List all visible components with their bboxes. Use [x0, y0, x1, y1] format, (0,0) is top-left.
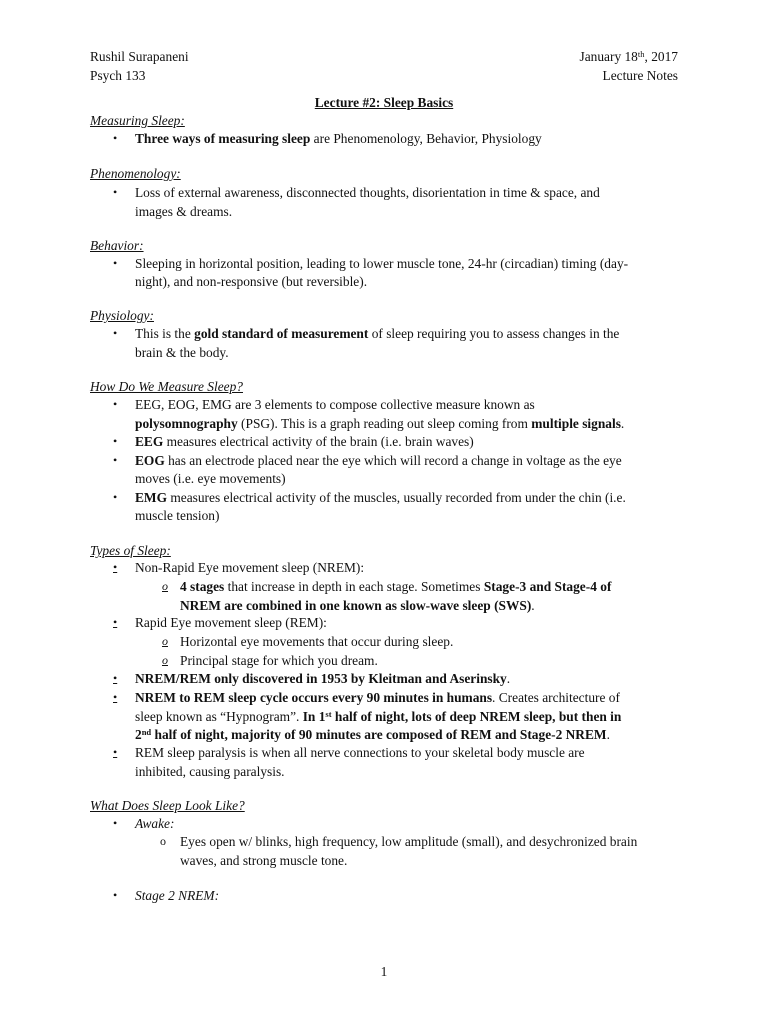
bullet-dot: •: [113, 131, 118, 145]
list-item: Awake:: [135, 816, 175, 831]
header-left: [90, 47, 189, 85]
list-item: EMG measures electrical activity of the muscles, usually recorded from under the chin (i.e.: [135, 490, 626, 505]
section-heading-how: How Do We Measure Sleep?: [90, 379, 243, 394]
author-name: Rushil Surapaneni: [90, 49, 189, 64]
list-item: Sleeping in horizontal position, leading to lower muscle tone, 24-hr (circadian) timing (day-: [135, 256, 629, 271]
bullet-dot: •: [113, 745, 118, 759]
list-item-continuation: 2nd half of night, majority of 90 minutes are composed of REM and Stage-2 NREM.: [135, 727, 610, 742]
list-item-continuation: inhibited, causing paralysis.: [135, 764, 285, 779]
bullet-dot: •: [113, 434, 118, 448]
list-item: EOG has an electrode placed near the eye which will record a change in voltage as the eye: [135, 453, 622, 468]
list-item: Stage 2 NREM:: [135, 888, 220, 903]
lecture-date: January 18th, 2017: [579, 49, 678, 64]
sub-bullet: o: [160, 834, 166, 848]
section-heading-physiology: Physiology:: [90, 308, 154, 323]
list-item-continuation: moves (i.e. eye movements): [135, 471, 286, 486]
list-item-continuation: polysomnography (PSG). This is a graph reading out sleep coming from multiple signals.: [135, 416, 625, 431]
list-item: Rapid Eye movement sleep (REM):: [135, 615, 327, 630]
list-item: Three ways of measuring sleep are Phenomenology, Behavior, Physiology: [135, 131, 542, 146]
list-item-continuation: muscle tension): [135, 508, 220, 523]
list-item: NREM/REM only discovered in 1953 by Kleitman and Aserinsky.: [135, 671, 511, 686]
list-item: This is the gold standard of measurement of sleep requiring you to assess changes in the: [135, 326, 620, 341]
section-heading-look: What Does Sleep Look Like?: [90, 798, 245, 813]
bullet-dot: •: [113, 560, 118, 574]
bullet-dot: •: [113, 397, 118, 411]
list-item-continuation: images & dreams.: [135, 204, 233, 219]
sub-bullet: o: [162, 653, 168, 667]
sub-list-item: Eyes open w/ blinks, high frequency, low amplitude (small), and desychronized brain: [180, 834, 638, 849]
sub-bullet: o: [162, 634, 168, 648]
bullet-dot: •: [113, 256, 118, 270]
section-heading-types: Types of Sleep:: [90, 543, 171, 558]
course-name: Psych 133: [90, 68, 146, 83]
list-item-continuation: brain & the body.: [135, 345, 229, 360]
sub-list-item: Principal stage for which you dream.: [180, 653, 378, 668]
bullet-dot: •: [113, 671, 118, 685]
bullet-dot: •: [113, 615, 118, 629]
list-item: REM sleep paralysis is when all nerve connections to your skeletal body muscle are: [135, 745, 585, 760]
list-item: Non-Rapid Eye movement sleep (NREM):: [135, 560, 365, 575]
section-heading-measuring: Measuring Sleep:: [90, 113, 185, 128]
bullet-dot: •: [113, 326, 118, 340]
bullet-dot: •: [113, 888, 118, 902]
list-item: EEG, EOG, EMG are 3 elements to compose collective measure known as: [135, 397, 535, 412]
sub-list-item-continuation: waves, and strong muscle tone.: [180, 853, 348, 868]
section-heading-phenomenology: Phenomenology:: [90, 166, 181, 181]
document-type: Lecture Notes: [602, 68, 678, 83]
bullet-dot: •: [113, 816, 118, 830]
sub-bullet: o: [162, 579, 168, 593]
list-item: Loss of external awareness, disconnected thoughts, disorientation in time & space, and: [135, 185, 600, 200]
bullet-dot: •: [113, 690, 118, 704]
bullet-dot: •: [113, 490, 118, 504]
list-item-continuation: night), and non-responsive (but reversible).: [135, 274, 368, 289]
page-number: 1: [380, 964, 388, 979]
page-title: Lecture #2: Sleep Basics: [314, 95, 454, 110]
sub-list-item: Horizontal eye movements that occur during sleep.: [180, 634, 454, 649]
sub-list-item: 4 stages that increase in depth in each stage. Sometimes Stage-3 and Stage-4 of: [180, 579, 612, 594]
sub-list-item-continuation: NREM are combined in one known as slow-wave sleep (SWS).: [180, 598, 535, 613]
list-item: NREM to REM sleep cycle occurs every 90 minutes in humans. Creates architecture of: [135, 690, 620, 705]
section-heading-behavior: Behavior:: [90, 238, 144, 253]
bullet-dot: •: [113, 453, 118, 467]
header-right: [580, 47, 679, 85]
list-item: EEG measures electrical activity of the brain (i.e. brain waves): [135, 434, 474, 449]
list-item-continuation: sleep known as “Hypnogram”. In 1st half of night, lots of deep NREM sleep, but then in: [135, 709, 622, 724]
bullet-dot: •: [113, 185, 118, 199]
